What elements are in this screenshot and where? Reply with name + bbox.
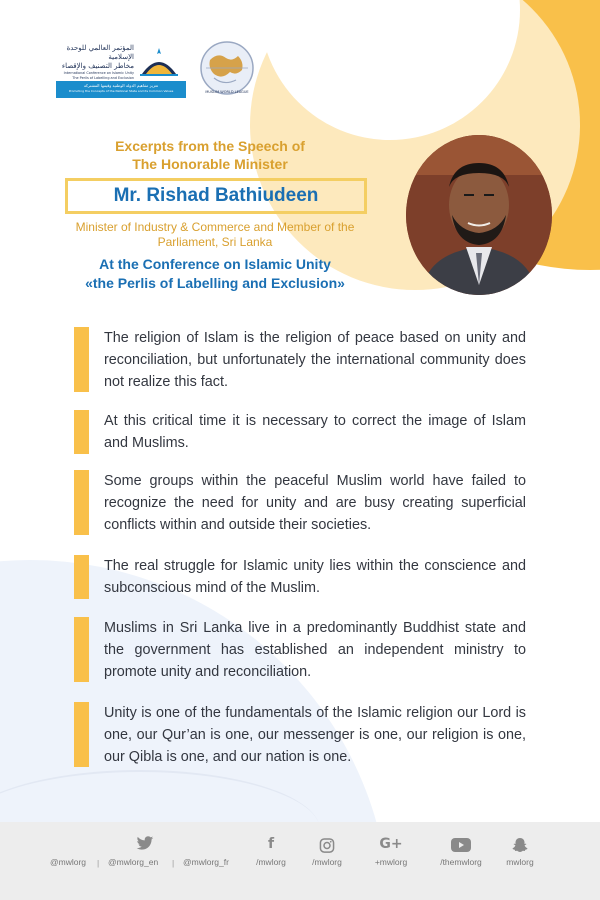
facebook-handle-text: /mwlorg bbox=[256, 857, 286, 867]
instagram-handle-text: /mwlorg bbox=[312, 857, 342, 867]
conference-title-en: International Conference on Islamic Unity bbox=[63, 71, 134, 75]
paragraph-text: Unity is one of the fundamentals of the Islamic religion our Lord is one, our Qur’an is one, our messenger is one, our religion is one, our Qibla is one, and our nation is one. bbox=[104, 705, 526, 765]
facebook-handle[interactable] bbox=[246, 822, 296, 900]
paragraph-accent-bar bbox=[74, 555, 89, 599]
speech-paragraph bbox=[74, 470, 526, 535]
conference-band-ar: تعزيز مفاهيم الدولة الوطنية وقيمها المشتركة bbox=[83, 83, 159, 88]
speaker-name-box bbox=[65, 178, 367, 214]
facebook-icon: f bbox=[267, 836, 275, 852]
handle-separator: | bbox=[172, 858, 175, 868]
paragraph-text: The religion of Islam is the religion of peace based on unity and reconciliation, but unfortunately the international community does not realize this fact. bbox=[104, 330, 526, 390]
speech-paragraph bbox=[74, 410, 526, 454]
snapchat-handle-text: mwlorg bbox=[506, 857, 534, 867]
paragraph-text: At this critical time it is necessary to correct the image of Islam and Muslims. bbox=[104, 413, 526, 451]
speech-heading bbox=[60, 137, 360, 173]
event-title-line1: At the Conference on Islamic Unity bbox=[99, 256, 331, 272]
conference-subtitle-ar: مخاطر التصنيف والإقصاء bbox=[61, 62, 134, 70]
twitter-handle-2[interactable]: @mwlorg_en bbox=[108, 857, 159, 867]
snapchat-icon bbox=[512, 837, 528, 853]
twitter-icon bbox=[136, 836, 154, 851]
paragraph-text: The real struggle for Islamic unity lies within the conscience and subconscious mind of the Muslim. bbox=[104, 558, 526, 596]
speech-paragraph bbox=[74, 327, 526, 392]
paragraph-text: Muslims in Sri Lanka live in a predominantly Buddhist state and the government has established an independent ministry to promote unity and reconciliation. bbox=[104, 620, 526, 680]
social-footer bbox=[0, 822, 600, 900]
youtube-icon bbox=[451, 838, 471, 852]
speaker-role bbox=[30, 220, 400, 250]
conference-band-en: Promoting the Concepts of the National State and its Common Values bbox=[68, 89, 174, 93]
paragraph-accent-bar bbox=[74, 410, 89, 454]
speech-heading-line2: The Honorable Minister bbox=[132, 156, 288, 172]
conference-logo bbox=[56, 44, 186, 100]
speaker-role-line1: Minister of Industry & Commerce and Member of the bbox=[75, 220, 355, 234]
handle-separator: | bbox=[97, 858, 100, 868]
youtube-handle[interactable] bbox=[430, 822, 492, 900]
youtube-handle-text: /themwlorg bbox=[440, 857, 482, 867]
conference-title-ar: المؤتمر العالمي للوحدة الإسلامية bbox=[66, 44, 134, 61]
event-title-line2: «the Perlis of Labelling and Exclusion» bbox=[85, 275, 345, 291]
paragraph-accent-bar bbox=[74, 617, 89, 682]
snapchat-handle[interactable] bbox=[498, 822, 542, 900]
paragraph-accent-bar bbox=[74, 327, 89, 392]
googleplus-handle-text: +mwlorg bbox=[374, 857, 408, 867]
speech-heading-line1: Excerpts from the Speech of bbox=[115, 138, 305, 154]
conference-emblem-icon bbox=[138, 46, 180, 78]
instagram-icon bbox=[320, 838, 335, 853]
twitter-handles bbox=[50, 822, 240, 900]
googleplus-handle[interactable] bbox=[364, 822, 418, 900]
conference-subtitle-en: The Perils of Labelling and Exclusion bbox=[72, 76, 134, 80]
speaker-name: Mr. Rishad Bathiudeen bbox=[113, 185, 319, 206]
paragraph-text: Some groups within the peaceful Muslim world have failed to recognize the need for unity and are busy creating superficial conflicts within and outside their societies. bbox=[104, 473, 526, 533]
mwl-logo bbox=[196, 40, 258, 102]
instagram-handle[interactable] bbox=[302, 822, 352, 900]
paragraph-accent-bar bbox=[74, 702, 89, 767]
event-title bbox=[50, 255, 380, 293]
paragraph-accent-bar bbox=[74, 470, 89, 535]
twitter-handle-1[interactable]: @mwlorg bbox=[50, 857, 87, 867]
speech-paragraph bbox=[74, 617, 526, 682]
speaker-photo bbox=[406, 135, 552, 295]
speech-paragraph bbox=[74, 555, 526, 599]
speaker-portrait bbox=[406, 135, 552, 295]
speaker-role-line2: Parliament, Sri Lanka bbox=[157, 235, 273, 249]
google-plus-icon: G+ bbox=[379, 836, 403, 852]
conference-logo-text bbox=[56, 44, 134, 81]
speech-paragraph bbox=[74, 702, 526, 767]
conference-logo-band bbox=[56, 81, 186, 98]
twitter-handle-3[interactable]: @mwlorg_fr bbox=[183, 857, 229, 867]
mwl-label: MUSLIM WORLD LEAGUE bbox=[205, 90, 249, 94]
